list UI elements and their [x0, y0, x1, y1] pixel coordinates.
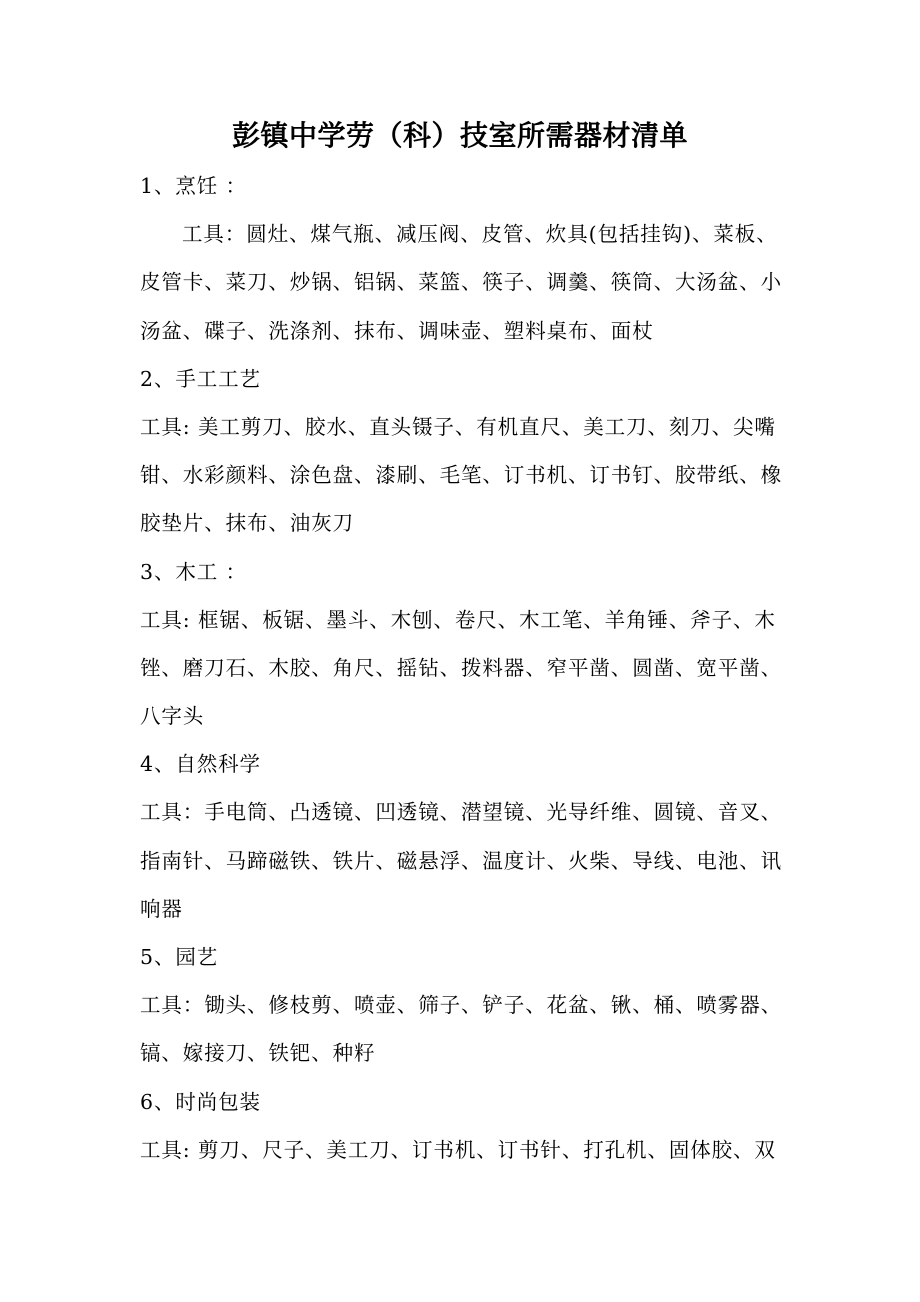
- section-heading-handicraft: 2、手工工艺: [140, 366, 261, 391]
- section-tools-line: 八字头: [140, 704, 205, 729]
- section-heading-woodwork: 3、木工 ：: [140, 559, 247, 584]
- section-tools-line: 工具: 美工剪刀、胶水、直头镊子、有机直尺、美工刀、刻刀、尖嘴: [140, 414, 776, 439]
- section-tools-line: 指南针、马蹄磁铁、铁片、磁悬浮、温度计、火柴、导线、电池、讯: [140, 848, 782, 873]
- section-tools-line: 工具：圆灶、煤气瓶、减压阀、皮管、炊具(包括挂钩)、菜板、: [182, 222, 778, 247]
- section-tools-line: 工具：手电筒、凸透镜、凹透镜、潜望镜、光导纤维、圆镜、音叉、: [140, 800, 782, 825]
- document-body: [140, 168, 790, 1180]
- section-tools-line: 响器: [140, 896, 183, 921]
- document-title: 彭镇中学劳（科）技室所需器材清单: [231, 119, 688, 152]
- section-heading-gardening: 5、园艺: [140, 945, 219, 969]
- section-heading-cooking: 1、烹饪 ：: [140, 174, 247, 198]
- section-tools-line: 胶垫片、抹布、油灰刀: [140, 511, 354, 536]
- section-heading-natural-science: 4、自然科学: [140, 752, 261, 777]
- section-tools-line: 钳、水彩颜料、涂色盘、漆刷、毛笔、订书机、订书钉、胶带纸、橡: [140, 463, 782, 488]
- section-tools-line: 锉、磨刀石、木胶、角尺、摇钻、拨料器、窄平凿、圆凿、宽平凿、: [140, 655, 782, 680]
- section-tools-line: 皮管卡、菜刀、炒锅、铝锅、菜篮、筷子、调羹、筷筒、大汤盆、小: [140, 270, 782, 295]
- section-tools-line: 汤盆、碟子、洗涤剂、抹布、调味壶、塑料桌布、面杖: [140, 318, 654, 343]
- section-tools-line: 工具：锄头、修枝剪、喷壶、筛子、铲子、花盆、锹、桶、喷雾器、: [140, 993, 782, 1018]
- section-tools-line: 工具: 剪刀、尺子、美工刀、订书机、订书针、打孔机、固体胶、双: [140, 1137, 776, 1162]
- section-heading-fashion-packaging: 6、时尚包装: [140, 1089, 261, 1114]
- section-tools-line: 镐、嫁接刀、铁钯、种籽: [140, 1041, 376, 1066]
- section-tools-line: 工具: 框锯、板锯、墨斗、木刨、卷尺、木工笔、羊角锤、斧子、木: [140, 607, 776, 632]
